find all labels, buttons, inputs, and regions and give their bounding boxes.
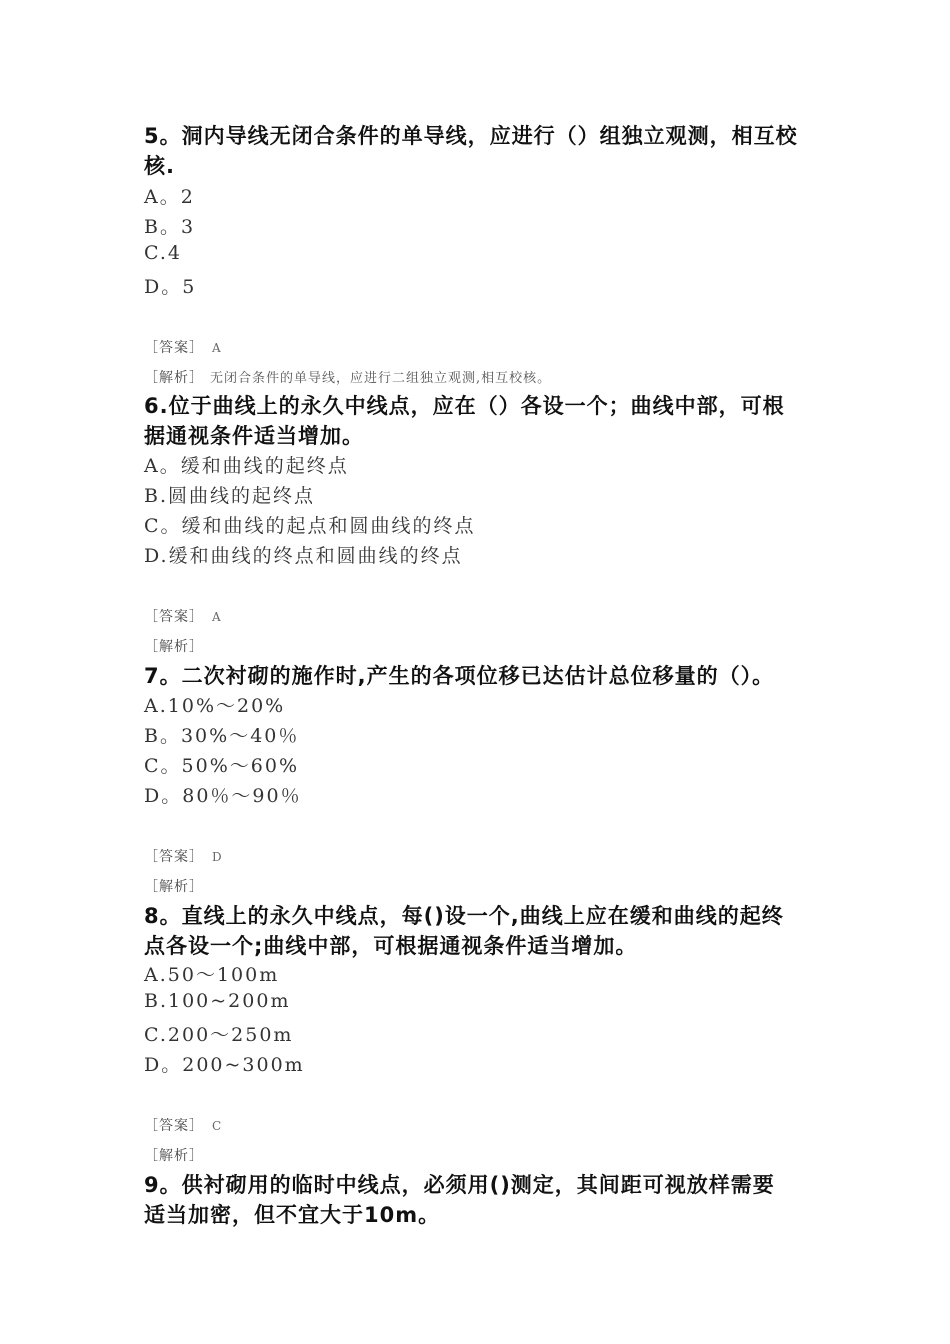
answer-label: ［答案］ bbox=[144, 609, 204, 625]
answer-label: ［答案］ bbox=[144, 849, 204, 865]
question-8-analysis bbox=[144, 1145, 204, 1165]
question-8-option-b: B.100~200m bbox=[144, 990, 291, 1012]
question-5-option-b: B。3 bbox=[144, 216, 196, 238]
question-7-answer bbox=[144, 846, 223, 866]
question-8-stem-line-2: 点各设一个;曲线中部，可根据通视条件适当增加。 bbox=[144, 934, 638, 958]
question-8-option-d: D。200~300m bbox=[144, 1054, 305, 1076]
question-9-stem-line-2: 适当加密，但不宜大于10m。 bbox=[144, 1203, 441, 1227]
answer-value: C bbox=[212, 1119, 223, 1133]
analysis-label: ［解析］ bbox=[144, 370, 204, 386]
analysis-text: 无闭合条件的单导线，应进行二组独立观测,相互校核。 bbox=[210, 371, 552, 386]
question-7-option-a: A.10%～20% bbox=[144, 695, 286, 717]
question-5-answer bbox=[144, 337, 222, 357]
analysis-label: ［解析］ bbox=[144, 1148, 204, 1164]
question-8-answer bbox=[144, 1115, 222, 1135]
question-7-option-d: D。80％～90％ bbox=[144, 785, 302, 807]
answer-label: ［答案］ bbox=[144, 1118, 204, 1134]
question-8-option-a: A.50～100m bbox=[144, 964, 280, 986]
question-6-stem-line-2: 据通视条件适当增加。 bbox=[144, 424, 364, 448]
answer-value: D bbox=[212, 850, 223, 864]
question-6-analysis bbox=[144, 636, 204, 656]
answer-value: A bbox=[212, 610, 222, 624]
question-5-option-c: C.4 bbox=[144, 242, 182, 264]
question-9-stem-line-1: 9。供衬砌用的临时中线点，必须用()测定，其间距可视放样需要 bbox=[144, 1173, 775, 1197]
answer-value: A bbox=[212, 341, 222, 355]
question-7-analysis bbox=[144, 876, 204, 896]
question-6-option-b: B.圆曲线的起终点 bbox=[144, 485, 316, 507]
answer-label: ［答案］ bbox=[144, 340, 204, 356]
analysis-label: ［解析］ bbox=[144, 879, 204, 895]
question-7-stem-line-1: 7。二次衬砌的施作时,产生的各项位移已达估计总位移量的（）。 bbox=[144, 664, 775, 688]
question-6-option-d: D.缓和曲线的终点和圆曲线的终点 bbox=[144, 545, 463, 567]
question-7-option-b: B。30%～40％ bbox=[144, 725, 300, 747]
question-8-stem-line-1: 8。直线上的永久中线点，每()设一个,曲线上应在缓和曲线的起终 bbox=[144, 904, 784, 928]
question-5-stem-line-2: 核. bbox=[144, 154, 175, 178]
question-5-analysis bbox=[144, 367, 551, 387]
question-5-option-d: D。5 bbox=[144, 276, 197, 298]
question-6-answer bbox=[144, 606, 222, 626]
question-6-option-c: C。缓和曲线的起点和圆曲线的终点 bbox=[144, 515, 476, 537]
question-7-option-c: C。50%～60% bbox=[144, 755, 299, 777]
analysis-label: ［解析］ bbox=[144, 639, 204, 655]
question-6-stem-line-1: 6.位于曲线上的永久中线点，应在（）各设一个；曲线中部，可根 bbox=[144, 394, 785, 418]
question-6-option-a: A。缓和曲线的起终点 bbox=[144, 455, 349, 477]
question-5-option-a: A。2 bbox=[144, 186, 195, 208]
question-8-option-c: C.200～250m bbox=[144, 1024, 294, 1046]
question-5-stem-line-1: 5。洞内导线无闭合条件的单导线，应进行（）组独立观测，相互校 bbox=[144, 124, 798, 148]
